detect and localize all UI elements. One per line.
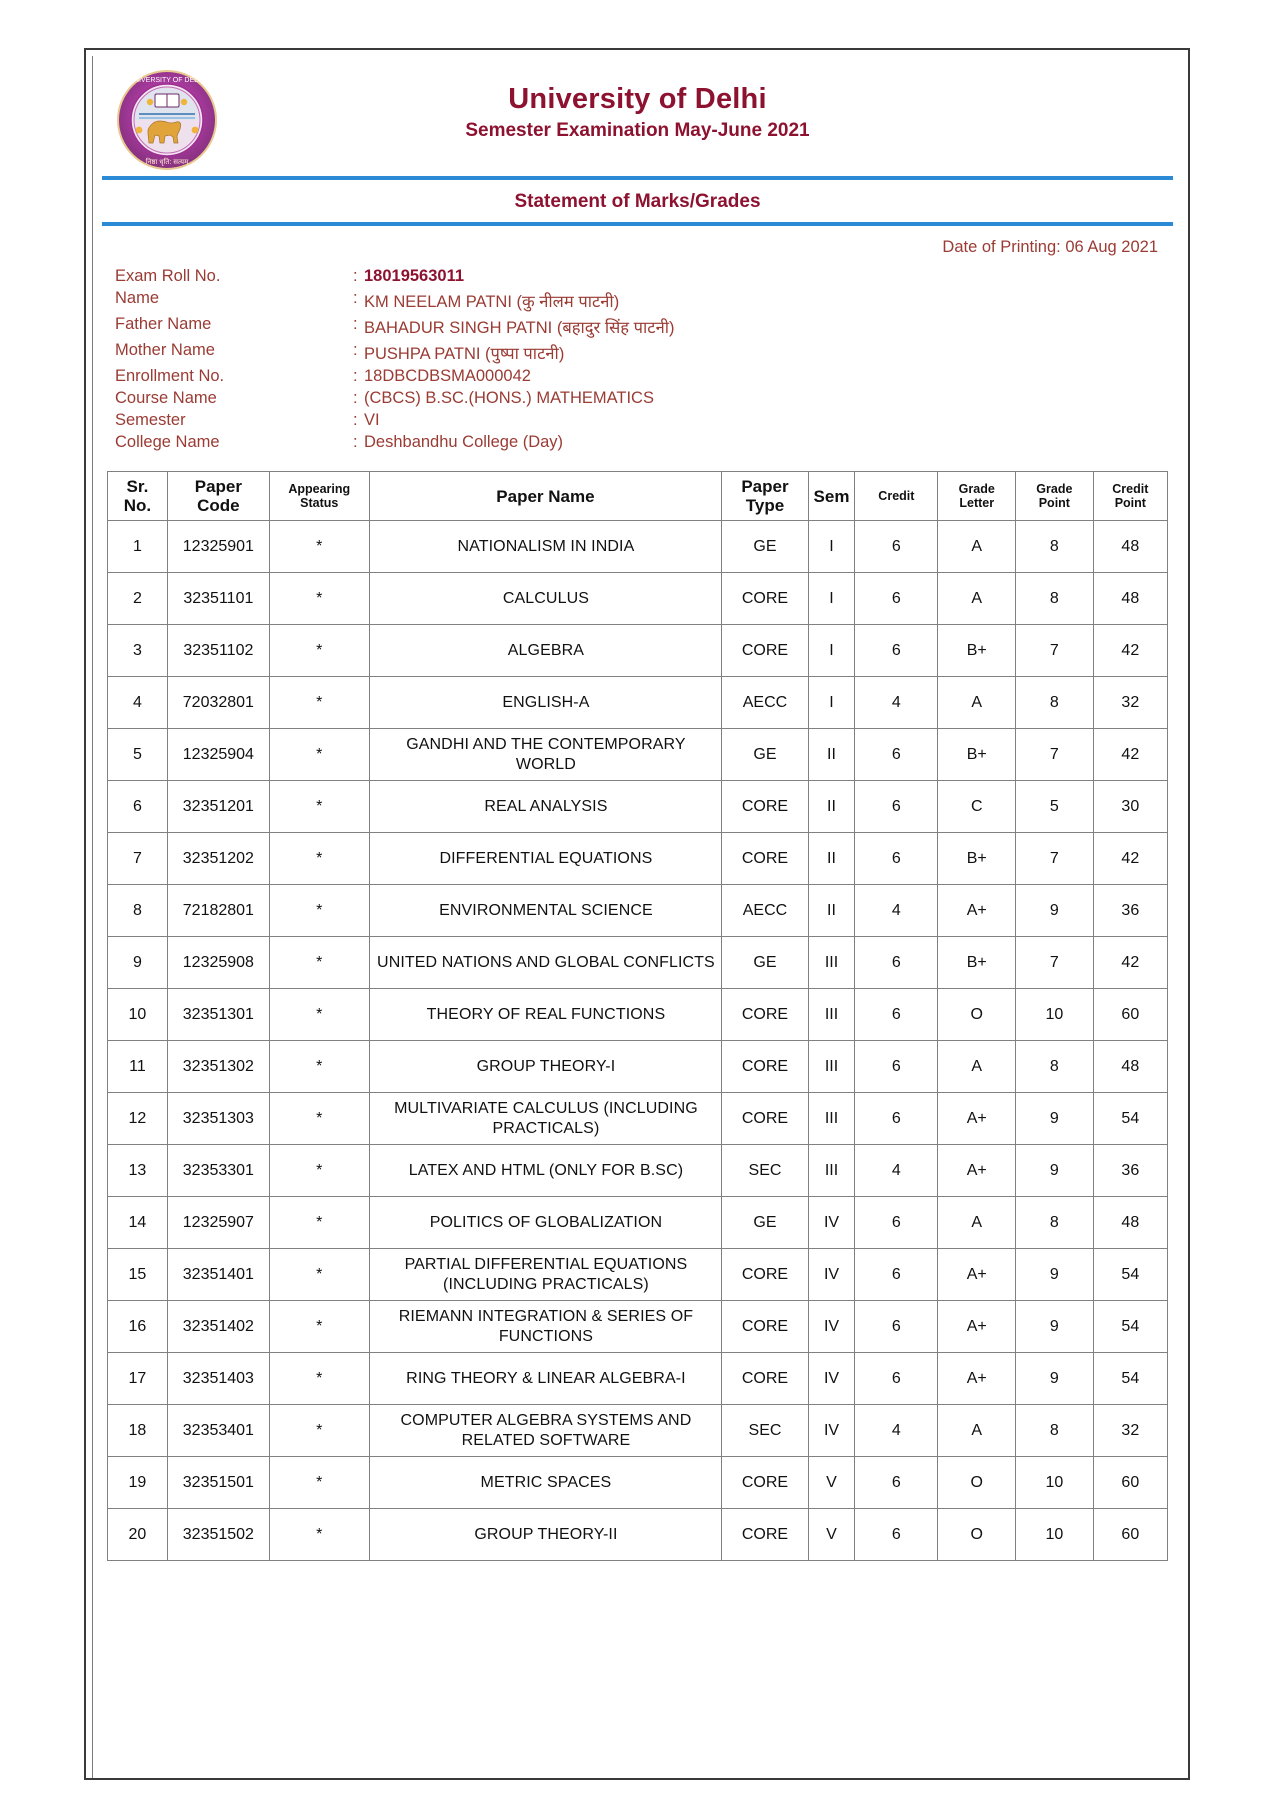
cell-paper-name: ENGLISH-A bbox=[369, 677, 722, 729]
info-colon: : bbox=[353, 432, 358, 451]
cell-paper-code: 32351202 bbox=[167, 833, 269, 885]
cell-credit: 6 bbox=[855, 1249, 938, 1301]
cell-appearing-status: * bbox=[269, 1041, 369, 1093]
cell-grade-letter: A+ bbox=[938, 1145, 1016, 1197]
cell-credit: 6 bbox=[855, 937, 938, 989]
cell-sr-no: 8 bbox=[108, 885, 168, 937]
cell-paper-code: 32351102 bbox=[167, 625, 269, 677]
cell-paper-type: SEC bbox=[722, 1145, 808, 1197]
cell-grade-point: 8 bbox=[1016, 521, 1094, 573]
info-row-college-name bbox=[115, 431, 675, 453]
info-label: Semester bbox=[115, 410, 186, 429]
cell-paper-type: GE bbox=[722, 521, 808, 573]
info-row-semester bbox=[115, 409, 675, 431]
cell-paper-type: CORE bbox=[722, 1041, 808, 1093]
cell-sr-no: 12 bbox=[108, 1093, 168, 1145]
cell-paper-code: 12325907 bbox=[167, 1197, 269, 1249]
cell-appearing-status: * bbox=[269, 1197, 369, 1249]
cell-paper-name: GANDHI AND THE CONTEMPORARY WORLD bbox=[369, 729, 722, 781]
cell-credit-point: 48 bbox=[1093, 1197, 1167, 1249]
table-row bbox=[108, 729, 1168, 781]
cell-paper-code: 32351101 bbox=[167, 573, 269, 625]
university-title: University of Delhi bbox=[508, 83, 767, 115]
info-colon: : bbox=[353, 340, 358, 359]
cell-paper-code: 32351501 bbox=[167, 1457, 269, 1509]
marks-table bbox=[107, 471, 1168, 1561]
cell-credit: 6 bbox=[855, 1093, 938, 1145]
cell-credit-point: 60 bbox=[1093, 989, 1167, 1041]
table-row bbox=[108, 833, 1168, 885]
statement-band bbox=[93, 180, 1182, 222]
cell-credit: 6 bbox=[855, 729, 938, 781]
cell-paper-type: CORE bbox=[722, 1301, 808, 1353]
table-row bbox=[108, 1041, 1168, 1093]
cell-grade-point: 5 bbox=[1016, 781, 1094, 833]
svg-text:UNIVERSITY OF DELHI: UNIVERSITY OF DELHI bbox=[128, 77, 206, 84]
cell-grade-point: 10 bbox=[1016, 989, 1094, 1041]
info-value-enrollment-no: 18DBCDBSMA000042 bbox=[364, 366, 531, 385]
cell-paper-name: GROUP THEORY-I bbox=[369, 1041, 722, 1093]
cell-sem: IV bbox=[808, 1197, 855, 1249]
col-header-credit: Credit bbox=[855, 472, 938, 521]
svg-text:निष्ठा धृति: सत्यम्: निष्ठा धृति: सत्यम् bbox=[145, 159, 189, 166]
info-label: Name bbox=[115, 288, 160, 307]
cell-grade-letter: A+ bbox=[938, 1249, 1016, 1301]
cell-grade-letter: A bbox=[938, 1405, 1016, 1457]
cell-credit: 6 bbox=[855, 1353, 938, 1405]
document-header bbox=[93, 56, 1182, 176]
cell-grade-letter: B+ bbox=[938, 937, 1016, 989]
cell-appearing-status: * bbox=[269, 1145, 369, 1197]
cell-grade-point: 9 bbox=[1016, 1353, 1094, 1405]
cell-paper-code: 32351301 bbox=[167, 989, 269, 1041]
cell-credit-point: 36 bbox=[1093, 885, 1167, 937]
cell-grade-letter: A+ bbox=[938, 1093, 1016, 1145]
table-row bbox=[108, 1353, 1168, 1405]
cell-appearing-status: * bbox=[269, 1457, 369, 1509]
cell-sr-no: 18 bbox=[108, 1405, 168, 1457]
table-row bbox=[108, 1457, 1168, 1509]
table-row bbox=[108, 1145, 1168, 1197]
cell-paper-code: 32351201 bbox=[167, 781, 269, 833]
cell-grade-point: 9 bbox=[1016, 885, 1094, 937]
cell-grade-letter: A bbox=[938, 521, 1016, 573]
info-value-father-name: BAHADUR SINGH PATNI (बहादुर सिंह पाटनी) bbox=[364, 318, 675, 337]
cell-sem: V bbox=[808, 1457, 855, 1509]
marksheet-page bbox=[84, 48, 1190, 1780]
cell-credit-point: 48 bbox=[1093, 521, 1167, 573]
cell-sem: III bbox=[808, 989, 855, 1041]
cell-paper-type: CORE bbox=[722, 781, 808, 833]
col-header-sem: Sem bbox=[808, 472, 855, 521]
cell-appearing-status: * bbox=[269, 781, 369, 833]
cell-grade-letter: A bbox=[938, 573, 1016, 625]
table-row bbox=[108, 521, 1168, 573]
cell-paper-name: NATIONALISM IN INDIA bbox=[369, 521, 722, 573]
info-value-mother-name: PUSHPA PATNI (पुष्पा पाटनी) bbox=[364, 344, 565, 363]
cell-grade-letter: A+ bbox=[938, 1353, 1016, 1405]
info-label: Course Name bbox=[115, 388, 217, 407]
cell-credit: 4 bbox=[855, 1405, 938, 1457]
cell-credit-point: 48 bbox=[1093, 573, 1167, 625]
cell-sem: I bbox=[808, 573, 855, 625]
cell-paper-code: 32353401 bbox=[167, 1405, 269, 1457]
table-row bbox=[108, 1249, 1168, 1301]
info-colon: : bbox=[353, 366, 358, 385]
cell-sr-no: 1 bbox=[108, 521, 168, 573]
cell-sem: III bbox=[808, 937, 855, 989]
col-header-paper-name: Paper Name bbox=[369, 472, 722, 521]
cell-sem: II bbox=[808, 781, 855, 833]
cell-credit: 4 bbox=[855, 885, 938, 937]
cell-paper-type: CORE bbox=[722, 1353, 808, 1405]
cell-paper-name: MULTIVARIATE CALCULUS (INCLUDING PRACTICALS) bbox=[369, 1093, 722, 1145]
cell-paper-name: RING THEORY & LINEAR ALGEBRA-I bbox=[369, 1353, 722, 1405]
cell-grade-point: 8 bbox=[1016, 1197, 1094, 1249]
cell-credit-point: 32 bbox=[1093, 1405, 1167, 1457]
col-header-grade-point: Grade Point bbox=[1016, 472, 1094, 521]
cell-sem: I bbox=[808, 625, 855, 677]
cell-paper-code: 32351302 bbox=[167, 1041, 269, 1093]
cell-grade-letter: A bbox=[938, 677, 1016, 729]
cell-paper-type: GE bbox=[722, 729, 808, 781]
header-titles bbox=[93, 84, 1182, 142]
info-row-exam-roll-no bbox=[115, 265, 675, 287]
cell-sem: III bbox=[808, 1145, 855, 1197]
cell-sr-no: 11 bbox=[108, 1041, 168, 1093]
cell-credit: 6 bbox=[855, 833, 938, 885]
cell-credit: 6 bbox=[855, 521, 938, 573]
cell-grade-point: 9 bbox=[1016, 1301, 1094, 1353]
cell-sr-no: 13 bbox=[108, 1145, 168, 1197]
info-colon: : bbox=[353, 388, 358, 407]
cell-credit-point: 54 bbox=[1093, 1301, 1167, 1353]
exam-session-title: Semester Examination May-June 2021 bbox=[465, 119, 810, 141]
cell-paper-name: ENVIRONMENTAL SCIENCE bbox=[369, 885, 722, 937]
cell-paper-name: CALCULUS bbox=[369, 573, 722, 625]
statement-title: Statement of Marks/Grades bbox=[514, 191, 761, 212]
info-colon: : bbox=[353, 410, 358, 429]
cell-credit: 4 bbox=[855, 677, 938, 729]
cell-paper-type: CORE bbox=[722, 833, 808, 885]
cell-credit: 6 bbox=[855, 1509, 938, 1561]
cell-credit-point: 32 bbox=[1093, 677, 1167, 729]
cell-sem: IV bbox=[808, 1405, 855, 1457]
student-info-table bbox=[115, 265, 675, 453]
cell-grade-point: 9 bbox=[1016, 1145, 1094, 1197]
cell-grade-point: 8 bbox=[1016, 573, 1094, 625]
table-row bbox=[108, 1509, 1168, 1561]
cell-grade-point: 8 bbox=[1016, 677, 1094, 729]
info-label: Father Name bbox=[115, 314, 212, 333]
cell-sr-no: 7 bbox=[108, 833, 168, 885]
cell-paper-type: AECC bbox=[722, 677, 808, 729]
cell-grade-letter: O bbox=[938, 1509, 1016, 1561]
cell-grade-point: 8 bbox=[1016, 1041, 1094, 1093]
cell-credit-point: 60 bbox=[1093, 1457, 1167, 1509]
page-inner-frame bbox=[92, 56, 1182, 1778]
info-value-college-name: Deshbandhu College (Day) bbox=[364, 432, 564, 451]
cell-paper-name: ALGEBRA bbox=[369, 625, 722, 677]
cell-paper-type: SEC bbox=[722, 1405, 808, 1457]
cell-grade-point: 7 bbox=[1016, 729, 1094, 781]
cell-grade-letter: A+ bbox=[938, 1301, 1016, 1353]
cell-appearing-status: * bbox=[269, 1353, 369, 1405]
info-label: Mother Name bbox=[115, 340, 215, 359]
table-row bbox=[108, 885, 1168, 937]
cell-grade-letter: A bbox=[938, 1197, 1016, 1249]
table-row bbox=[108, 573, 1168, 625]
cell-appearing-status: * bbox=[269, 573, 369, 625]
cell-sem: I bbox=[808, 521, 855, 573]
cell-grade-point: 8 bbox=[1016, 1405, 1094, 1457]
cell-credit: 6 bbox=[855, 781, 938, 833]
cell-sr-no: 17 bbox=[108, 1353, 168, 1405]
cell-paper-name: METRIC SPACES bbox=[369, 1457, 722, 1509]
table-row bbox=[108, 937, 1168, 989]
cell-paper-type: GE bbox=[722, 937, 808, 989]
col-header-grade-letter: Grade Letter bbox=[938, 472, 1016, 521]
cell-paper-type: CORE bbox=[722, 989, 808, 1041]
cell-sem: II bbox=[808, 885, 855, 937]
cell-appearing-status: * bbox=[269, 885, 369, 937]
col-header-paper-type: Paper Type bbox=[722, 472, 808, 521]
info-row-father-name bbox=[115, 313, 675, 339]
cell-paper-name: THEORY OF REAL FUNCTIONS bbox=[369, 989, 722, 1041]
col-header-sr-no: Sr. No. bbox=[108, 472, 168, 521]
cell-credit: 6 bbox=[855, 989, 938, 1041]
cell-credit: 4 bbox=[855, 1145, 938, 1197]
cell-credit-point: 48 bbox=[1093, 1041, 1167, 1093]
cell-paper-name: DIFFERENTIAL EQUATIONS bbox=[369, 833, 722, 885]
cell-paper-name: RIEMANN INTEGRATION & SERIES OF FUNCTIONS bbox=[369, 1301, 722, 1353]
cell-paper-code: 72032801 bbox=[167, 677, 269, 729]
cell-credit: 6 bbox=[855, 573, 938, 625]
col-header-appearing-status: Appearing Status bbox=[269, 472, 369, 521]
cell-appearing-status: * bbox=[269, 1301, 369, 1353]
table-row bbox=[108, 677, 1168, 729]
info-row-enrollment-no bbox=[115, 365, 675, 387]
cell-credit: 6 bbox=[855, 1457, 938, 1509]
cell-appearing-status: * bbox=[269, 1093, 369, 1145]
cell-paper-code: 12325904 bbox=[167, 729, 269, 781]
cell-grade-letter: C bbox=[938, 781, 1016, 833]
cell-credit: 6 bbox=[855, 1041, 938, 1093]
cell-grade-point: 9 bbox=[1016, 1249, 1094, 1301]
cell-sr-no: 2 bbox=[108, 573, 168, 625]
cell-grade-letter: A bbox=[938, 1041, 1016, 1093]
cell-sr-no: 10 bbox=[108, 989, 168, 1041]
info-label: Enrollment No. bbox=[115, 366, 225, 385]
cell-paper-code: 12325908 bbox=[167, 937, 269, 989]
cell-credit-point: 42 bbox=[1093, 625, 1167, 677]
cell-appearing-status: * bbox=[269, 677, 369, 729]
cell-credit-point: 42 bbox=[1093, 729, 1167, 781]
cell-credit-point: 42 bbox=[1093, 833, 1167, 885]
marks-table-section bbox=[93, 453, 1182, 1561]
cell-grade-letter: B+ bbox=[938, 833, 1016, 885]
cell-credit-point: 42 bbox=[1093, 937, 1167, 989]
cell-sr-no: 9 bbox=[108, 937, 168, 989]
info-row-name bbox=[115, 287, 675, 313]
info-value-semester: VI bbox=[364, 410, 380, 429]
info-value-name: KM NEELAM PATNI (कु नीलम पाटनी) bbox=[364, 292, 620, 311]
cell-credit: 6 bbox=[855, 1301, 938, 1353]
table-row bbox=[108, 1093, 1168, 1145]
table-row bbox=[108, 781, 1168, 833]
cell-credit: 6 bbox=[855, 1197, 938, 1249]
cell-grade-letter: A+ bbox=[938, 885, 1016, 937]
cell-sem: III bbox=[808, 1041, 855, 1093]
cell-paper-name: REAL ANALYSIS bbox=[369, 781, 722, 833]
cell-paper-type: CORE bbox=[722, 1093, 808, 1145]
cell-paper-type: GE bbox=[722, 1197, 808, 1249]
info-value-exam-roll-no: 18019563011 bbox=[364, 266, 465, 285]
cell-paper-type: CORE bbox=[722, 1249, 808, 1301]
cell-grade-point: 7 bbox=[1016, 833, 1094, 885]
info-row-course-name bbox=[115, 387, 675, 409]
cell-grade-point: 10 bbox=[1016, 1509, 1094, 1561]
cell-credit: 6 bbox=[855, 625, 938, 677]
cell-paper-name: PARTIAL DIFFERENTIAL EQUATIONS (INCLUDING PRACTICALS) bbox=[369, 1249, 722, 1301]
cell-sr-no: 3 bbox=[108, 625, 168, 677]
table-row bbox=[108, 989, 1168, 1041]
cell-appearing-status: * bbox=[269, 1509, 369, 1561]
info-label: Exam Roll No. bbox=[115, 266, 221, 285]
cell-appearing-status: * bbox=[269, 625, 369, 677]
print-date: Date of Printing: 06 Aug 2021 bbox=[942, 238, 1158, 256]
cell-sr-no: 15 bbox=[108, 1249, 168, 1301]
cell-sr-no: 6 bbox=[108, 781, 168, 833]
cell-sem: IV bbox=[808, 1301, 855, 1353]
cell-paper-code: 32353301 bbox=[167, 1145, 269, 1197]
info-colon: : bbox=[353, 288, 358, 307]
cell-paper-name: POLITICS OF GLOBALIZATION bbox=[369, 1197, 722, 1249]
table-row bbox=[108, 625, 1168, 677]
cell-paper-type: AECC bbox=[722, 885, 808, 937]
cell-paper-code: 12325901 bbox=[167, 521, 269, 573]
cell-grade-point: 9 bbox=[1016, 1093, 1094, 1145]
table-row bbox=[108, 1301, 1168, 1353]
cell-paper-code: 72182801 bbox=[167, 885, 269, 937]
cell-sem: V bbox=[808, 1509, 855, 1561]
cell-sem: I bbox=[808, 677, 855, 729]
cell-paper-name: LATEX AND HTML (ONLY FOR B.SC) bbox=[369, 1145, 722, 1197]
cell-grade-letter: B+ bbox=[938, 729, 1016, 781]
cell-appearing-status: * bbox=[269, 521, 369, 573]
cell-credit-point: 54 bbox=[1093, 1093, 1167, 1145]
cell-paper-name: COMPUTER ALGEBRA SYSTEMS AND RELATED SOFTWARE bbox=[369, 1405, 722, 1457]
cell-grade-point: 7 bbox=[1016, 937, 1094, 989]
cell-grade-point: 7 bbox=[1016, 625, 1094, 677]
cell-paper-code: 32351403 bbox=[167, 1353, 269, 1405]
table-row bbox=[108, 1197, 1168, 1249]
cell-sr-no: 16 bbox=[108, 1301, 168, 1353]
info-value-course-name: (CBCS) B.SC.(HONS.) MATHEMATICS bbox=[364, 388, 654, 407]
cell-appearing-status: * bbox=[269, 729, 369, 781]
col-header-credit-point: Credit Point bbox=[1093, 472, 1167, 521]
cell-credit-point: 30 bbox=[1093, 781, 1167, 833]
cell-paper-code: 32351402 bbox=[167, 1301, 269, 1353]
info-colon: : bbox=[353, 266, 358, 285]
cell-sr-no: 19 bbox=[108, 1457, 168, 1509]
cell-sr-no: 5 bbox=[108, 729, 168, 781]
cell-paper-code: 32351502 bbox=[167, 1509, 269, 1561]
cell-paper-name: GROUP THEORY-II bbox=[369, 1509, 722, 1561]
table-row bbox=[108, 1405, 1168, 1457]
cell-sr-no: 20 bbox=[108, 1509, 168, 1561]
cell-grade-letter: O bbox=[938, 989, 1016, 1041]
info-colon: : bbox=[353, 314, 358, 333]
cell-paper-type: CORE bbox=[722, 1457, 808, 1509]
cell-sr-no: 14 bbox=[108, 1197, 168, 1249]
cell-grade-letter: O bbox=[938, 1457, 1016, 1509]
student-info-section bbox=[93, 226, 1182, 453]
cell-grade-letter: B+ bbox=[938, 625, 1016, 677]
cell-sem: IV bbox=[808, 1249, 855, 1301]
col-header-paper-code: Paper Code bbox=[167, 472, 269, 521]
info-row-mother-name bbox=[115, 339, 675, 365]
cell-appearing-status: * bbox=[269, 989, 369, 1041]
cell-sr-no: 4 bbox=[108, 677, 168, 729]
cell-paper-code: 32351401 bbox=[167, 1249, 269, 1301]
cell-appearing-status: * bbox=[269, 1405, 369, 1457]
cell-paper-type: CORE bbox=[722, 573, 808, 625]
cell-credit-point: 36 bbox=[1093, 1145, 1167, 1197]
cell-grade-point: 10 bbox=[1016, 1457, 1094, 1509]
cell-paper-type: CORE bbox=[722, 625, 808, 677]
cell-paper-code: 32351303 bbox=[167, 1093, 269, 1145]
cell-credit-point: 60 bbox=[1093, 1509, 1167, 1561]
cell-credit-point: 54 bbox=[1093, 1249, 1167, 1301]
cell-paper-type: CORE bbox=[722, 1509, 808, 1561]
cell-appearing-status: * bbox=[269, 1249, 369, 1301]
marks-table-header-row bbox=[108, 472, 1168, 521]
cell-paper-name: UNITED NATIONS AND GLOBAL CONFLICTS bbox=[369, 937, 722, 989]
cell-sem: II bbox=[808, 833, 855, 885]
marks-table-body bbox=[108, 521, 1168, 1561]
cell-appearing-status: * bbox=[269, 833, 369, 885]
cell-appearing-status: * bbox=[269, 937, 369, 989]
info-label: College Name bbox=[115, 432, 220, 451]
cell-sem: III bbox=[808, 1093, 855, 1145]
cell-sem: II bbox=[808, 729, 855, 781]
cell-sem: IV bbox=[808, 1353, 855, 1405]
cell-credit-point: 54 bbox=[1093, 1353, 1167, 1405]
